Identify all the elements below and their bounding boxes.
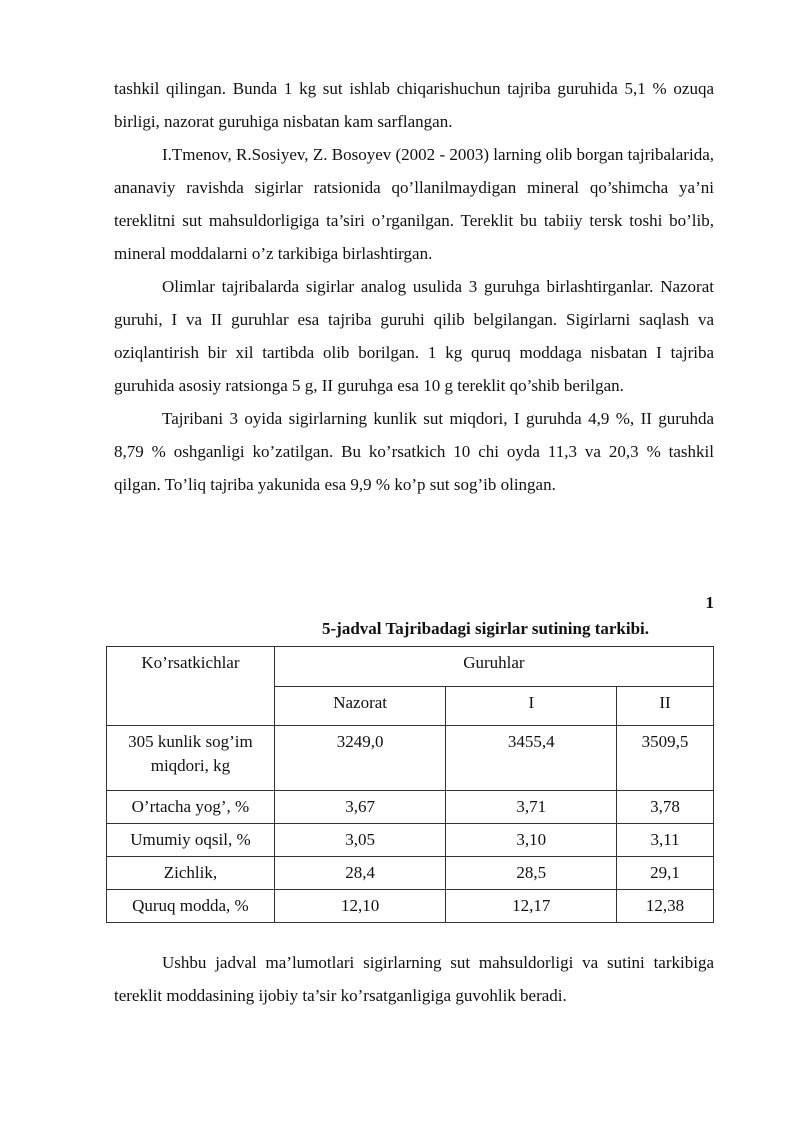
- closing-section: [114, 946, 714, 1012]
- cell: 3,10: [446, 824, 617, 857]
- header-indicators: Ko’rsatkichlar: [107, 647, 275, 726]
- row-label: Umumiy oqsil, %: [107, 824, 275, 857]
- cell: 29,1: [617, 857, 714, 890]
- header-group-ii: II: [617, 686, 714, 726]
- table-header-row: [107, 647, 714, 687]
- header-groups: Guruhlar: [274, 647, 713, 687]
- table-caption: 5-jadval Tajribadagi sigirlar sutining tarkibi.: [322, 619, 650, 638]
- cell: 3,05: [274, 824, 446, 857]
- table-row: [107, 824, 714, 857]
- cell: 28,5: [446, 857, 617, 890]
- cell: 3,78: [617, 791, 714, 824]
- cell: 3,11: [617, 824, 714, 857]
- cell: 3,67: [274, 791, 446, 824]
- cell: 3,71: [446, 791, 617, 824]
- row-label: Zichlik,: [107, 857, 275, 890]
- paragraph-4: Tajribani 3 oyida sigirlarning kunlik sut miqdori, I guruhda 4,9 %, II guruhda 8,79 % oshganligi ko’zatilgan. Bu ko’rsatkich 10 chi oyda 11,3 va 20,3 % tashkil qilgan. To’liq tajriba yakunida esa 9,9 % ko’p sut sog’ib olingan.: [114, 409, 714, 494]
- closing-paragraph: Ushbu jadval ma’lumotlari sigirlarning sut mahsuldorligi va sutini tarkibiga tereklit moddasining ijobiy ta’sir ko’rsatganligiga guvohlik beradi.: [114, 953, 714, 1005]
- row-label: O’rtacha yog’, %: [107, 791, 275, 824]
- header-group-nazorat: Nazorat: [274, 686, 446, 726]
- cell: 3509,5: [617, 726, 714, 791]
- cell: 12,10: [274, 890, 446, 923]
- cell: 3455,4: [446, 726, 617, 791]
- table-row: [107, 890, 714, 923]
- paragraph-1: tashkil qilingan. Bunda 1 kg sut ishlab chiqarishuchun tajriba guruhida 5,1 % ozuqa birligi, nazorat guruhiga nisbatan kam sarflangan.: [114, 79, 714, 131]
- document-body: [114, 72, 714, 501]
- table-row: [107, 791, 714, 824]
- row-label: 305 kunlik sog’im miqdori, kg: [107, 726, 275, 791]
- cell: 12,38: [617, 890, 714, 923]
- header-group-i: I: [446, 686, 617, 726]
- table-section: [106, 590, 714, 923]
- paragraph-3: Olimlar tajribalarda sigirlar analog usulida 3 guruhga birlashtirganlar. Nazorat guruhi, I va II guruhlar esa tajriba guruhi qilib belgilangan. Sigirlarni saqlash va oziqlantirish bir xil tartibda olib borilgan. 1 kg quruq moddaga nisbatan I tajriba guruhida asosiy ratsionga 5 g, II guruhga esa 10 g tereklit qo’shib berilgan.: [114, 277, 714, 395]
- paragraph-2: I.Tmenov, R.Sosiyev, Z. Bosoyev (2002 - 2003) larning olib borgan tajribalarida, ananaviy ravishda sigirlar ratsionida qo’llanilmaydigan mineral qo’shimcha ya’ni tereklitni sut mahsuldorligiga ta’siri o’rganilgan. Tereklit bu tabiiy tersk toshi bo’lib, mineral moddalarni o’z tarkibiga birlashtirgan.: [114, 145, 714, 263]
- table-row: [107, 726, 714, 791]
- row-label: Quruq modda, %: [107, 890, 275, 923]
- table-row: [107, 857, 714, 890]
- data-table: [106, 646, 714, 923]
- cell: 28,4: [274, 857, 446, 890]
- table-number: 1: [705, 593, 714, 612]
- cell: 3249,0: [274, 726, 446, 791]
- cell: 12,17: [446, 890, 617, 923]
